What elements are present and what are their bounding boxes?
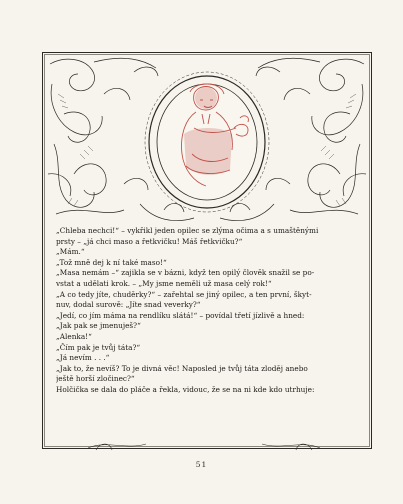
text-line: Holčička se dala do pláče a řekla, vidouc, že se na ni kde kdo utrhuje:: [56, 384, 315, 394]
text-line: „A co tedy jíte, chuděrky?“ – zařehtal se jiný opilec, a ten první, škyt-: [56, 289, 312, 299]
text-line: vstat a udělati krok. – „My jsme neměli už masa celý rok!“: [56, 278, 272, 288]
text-line: „Jak to, že nevíš? To je divná věc! Naposled je tvůj táta zloděj anebo: [56, 363, 308, 373]
rococo-cartouche-with-red-figure-icon: [44, 54, 370, 229]
text-line: „Tož mně dej k ní také maso!“: [56, 257, 167, 267]
text-line: „Mám.“: [56, 247, 85, 257]
page-number: 51: [195, 460, 208, 469]
story-text: [56, 226, 360, 396]
text-line: „Jedí, co jím mámа na rendlíku slátá!“ – povídal třetí jízlivě a hned:: [56, 310, 305, 320]
text-line: ještě horší zločinec?“: [56, 374, 135, 384]
text-line: „Čím pak je tvůj táta?“: [56, 342, 141, 352]
bottom-border-ornament-icon: [86, 420, 322, 452]
text-line: „Jak pak se jmenuješ?“: [56, 321, 141, 331]
text-line: nuv, dodal surově: „Jíte snad veverky?“: [56, 300, 201, 310]
text-line: „Chleba nechci!“ – vykřikl jeden opilec se zlýma očima a s umaštěnými: [56, 226, 319, 235]
text-line: „Já nevím . . .“: [56, 353, 110, 363]
text-line: „Alenka!“: [56, 331, 92, 341]
text-line: prsty – „já chci maso a řetkvičku! Máš řetkvičku?“: [56, 236, 243, 246]
text-line: „Masa nemám –“ zajikla se v bázni, když ten opilý člověk snažil se po-: [56, 268, 315, 278]
